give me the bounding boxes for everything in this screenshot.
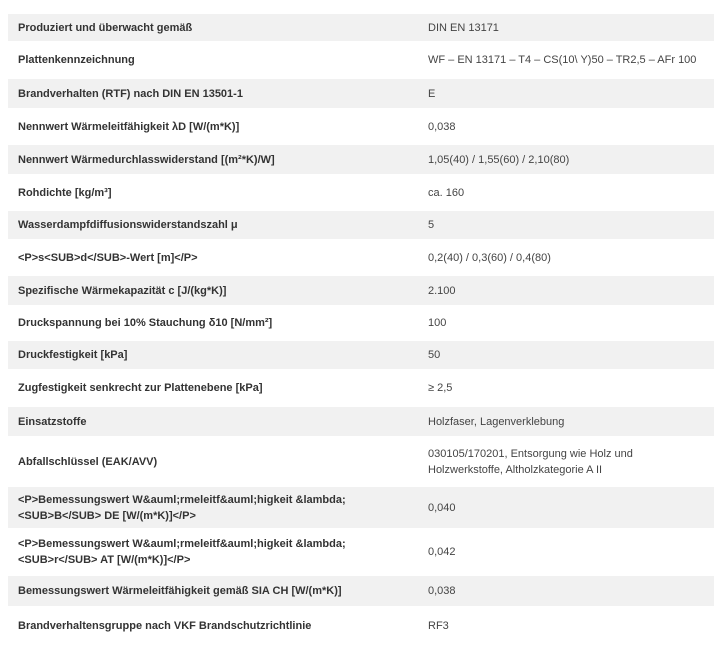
row-value: 0,038	[428, 120, 456, 133]
table-row	[8, 45, 714, 79]
table-row	[8, 211, 714, 243]
row-label: Nennwert Wärmedurchlasswiderstand [(m²*K)/W]	[18, 153, 275, 166]
row-label: Rohdichte [kg/m³]	[18, 186, 112, 199]
table-row	[8, 243, 714, 276]
row-label: <P>Bemessungswert W&auml;rmeleitf&auml;higkeit &lambda;<SUB>r</SUB> AT [W/(m*K)]</P>	[18, 538, 346, 566]
table-row	[8, 14, 714, 45]
row-value: 1,05(40) / 1,55(60) / 2,10(80)	[428, 153, 570, 166]
table-row	[8, 440, 714, 487]
row-label: Produziert und überwacht gemäß	[18, 21, 193, 34]
row-value: 2.100	[428, 284, 456, 297]
table-row	[8, 178, 714, 211]
row-label: Brandverhaltensgruppe nach VKF Brandschutzrichtlinie	[18, 620, 312, 632]
row-value: DIN EN 13171	[428, 21, 499, 34]
table-row	[8, 373, 714, 407]
table-row	[8, 407, 714, 440]
row-value: ≥ 2,5	[428, 382, 453, 394]
row-value: 50	[428, 349, 441, 361]
row-label: Nennwert Wärmeleitfähigkeit λD [W/(m*K)]	[18, 120, 240, 133]
row-value: ca. 160	[428, 186, 465, 199]
row-label: Spezifische Wärmekapazität c [J/(kg*K)]	[18, 284, 227, 297]
row-value: 5	[428, 219, 435, 231]
row-label: <P>Bemessungswert W&auml;rmeleitf&auml;higkeit &lambda;<SUB>B</SUB> DE [W/(m*K)]</P>	[18, 493, 346, 522]
table-row	[8, 276, 714, 309]
table-row	[8, 79, 714, 112]
row-value: RF3	[428, 620, 449, 632]
row-value: 100	[428, 317, 447, 329]
row-label: Plattenkennzeichnung	[18, 54, 135, 66]
spec-table	[8, 14, 714, 642]
row-label: Einsatzstoffe	[18, 415, 87, 428]
row-value: WF – EN 13171 – T4 – CS(10\ Y)50 – TR2,5 – AFr 100	[428, 54, 697, 66]
row-value: Holzfaser, Lagenverklebung	[428, 415, 565, 428]
row-label: <P>s<SUB>d</SUB>-Wert [m]</P>	[18, 251, 198, 264]
row-value: 0,042	[428, 546, 456, 558]
row-label: Bemessungswert Wärmeleitfähigkeit gemäß SIA CH [W/(m*K)]	[18, 585, 342, 597]
table-row	[8, 487, 714, 532]
row-label: Abfallschlüssel (EAK/AVV)	[18, 455, 158, 468]
table-row	[8, 341, 714, 373]
row-label: Druckspannung bei 10% Stauchung δ10 [N/mm²]	[18, 317, 273, 329]
row-label: Brandverhalten (RTF) nach DIN EN 13501-1	[18, 87, 243, 100]
row-label: Wasserdampfdiffusionswiderstandszahl μ	[18, 219, 238, 231]
row-label: Zugfestigkeit senkrecht zur Plattenebene [kPa]	[18, 382, 263, 394]
row-value: 0,2(40) / 0,3(60) / 0,4(80)	[428, 251, 551, 264]
table-row	[8, 532, 714, 576]
table-row	[8, 112, 714, 145]
row-label: Druckfestigkeit [kPa]	[18, 349, 128, 361]
table-row	[8, 145, 714, 178]
table-row	[8, 610, 714, 642]
row-value: 0,040	[428, 501, 456, 514]
row-value: 030105/170201, Entsorgung wie Holz und Holzwerkstoffe, Altholzkategorie A II	[428, 447, 633, 476]
table-row	[8, 576, 714, 610]
table-row	[8, 309, 714, 341]
row-value: E	[428, 87, 436, 100]
row-value: 0,038	[428, 585, 456, 597]
